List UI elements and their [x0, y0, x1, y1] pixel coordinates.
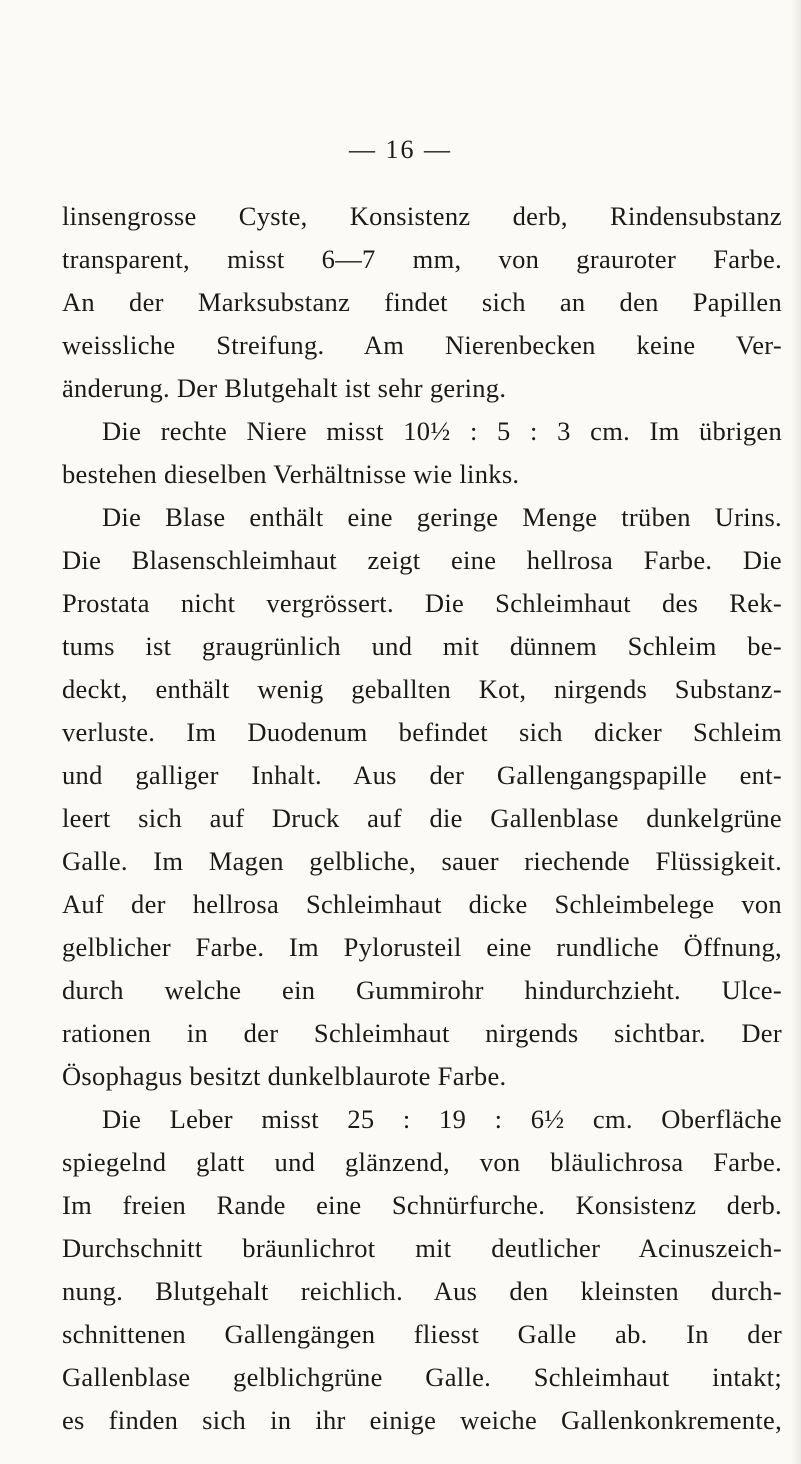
- text-line: tums ist graugrünlich und mit dünnem Schleim be-: [62, 631, 782, 661]
- text-line: änderung. Der Blutgehalt ist sehr gering.: [62, 373, 507, 403]
- text-line: Die Blase enthält eine geringe Menge trüben Urins.: [102, 502, 782, 532]
- text-line: und galliger Inhalt. Aus der Gallengangspapille ent-: [62, 760, 782, 790]
- text-line: nung. Blutgehalt reichlich. Aus den kleinsten durch-: [62, 1276, 782, 1306]
- text-line: Die rechte Niere misst 10½ : 5 : 3 cm. Im übrigen: [102, 416, 782, 446]
- text-line: Durchschnitt bräunlichrot mit deutlicher Acinuszeich-: [62, 1233, 782, 1263]
- text-line: An der Marksubstanz findet sich an den Papillen: [62, 287, 782, 317]
- text-line: weissliche Streifung. Am Nierenbecken keine Ver-: [62, 330, 782, 360]
- text-line: bestehen dieselben Verhältnisse wie links.: [62, 459, 520, 489]
- text-line: transparent, misst 6—7 mm, von grauroter Farbe.: [62, 244, 782, 274]
- text-line: Ösophagus besitzt dunkelblaurote Farbe.: [62, 1061, 507, 1091]
- body-text: [62, 195, 782, 1442]
- page-edge-shadow: [791, 0, 801, 1464]
- text-line: verluste. Im Duodenum befindet sich dicker Schleim: [62, 717, 782, 747]
- text-line: Im freien Rande eine Schnürfurche. Konsistenz derb.: [62, 1190, 782, 1220]
- text-line: spiegelnd glatt und glänzend, von bläulichrosa Farbe.: [62, 1147, 782, 1177]
- text-line: Die Leber misst 25 : 19 : 6½ cm. Oberfläche: [102, 1104, 782, 1134]
- text-line: es finden sich in ihr einige weiche Gallenkonkremente,: [62, 1405, 782, 1435]
- text-line: schnittenen Gallengängen fliesst Galle ab. In der: [62, 1319, 782, 1349]
- text-line: rationen in der Schleimhaut nirgends sichtbar. Der: [62, 1018, 782, 1048]
- text-line: Gallenblase gelblichgrüne Galle. Schleimhaut intakt;: [62, 1362, 782, 1392]
- text-line: durch welche ein Gummirohr hindurchzieht. Ulce-: [62, 975, 782, 1005]
- text-line: Die Blasenschleimhaut zeigt eine hellrosa Farbe. Die: [62, 545, 782, 575]
- text-line: leert sich auf Druck auf die Gallenblase dunkelgrüne: [62, 803, 782, 833]
- text-line: gelblicher Farbe. Im Pylorusteil eine rundliche Öffnung,: [62, 932, 782, 962]
- text-line: Auf der hellrosa Schleimhaut dicke Schleimbelege von: [62, 889, 782, 919]
- text-line: deckt, enthält wenig geballten Kot, nirgends Substanz-: [62, 674, 782, 704]
- text-line: linsengrosse Cyste, Konsistenz derb, Rindensubstanz: [62, 201, 782, 231]
- text-line: Prostata nicht vergrössert. Die Schleimhaut des Rek-: [62, 588, 782, 618]
- text-line: Galle. Im Magen gelbliche, sauer riechende Flüssigkeit.: [62, 846, 782, 876]
- page-number-header: — 16 —: [349, 135, 452, 164]
